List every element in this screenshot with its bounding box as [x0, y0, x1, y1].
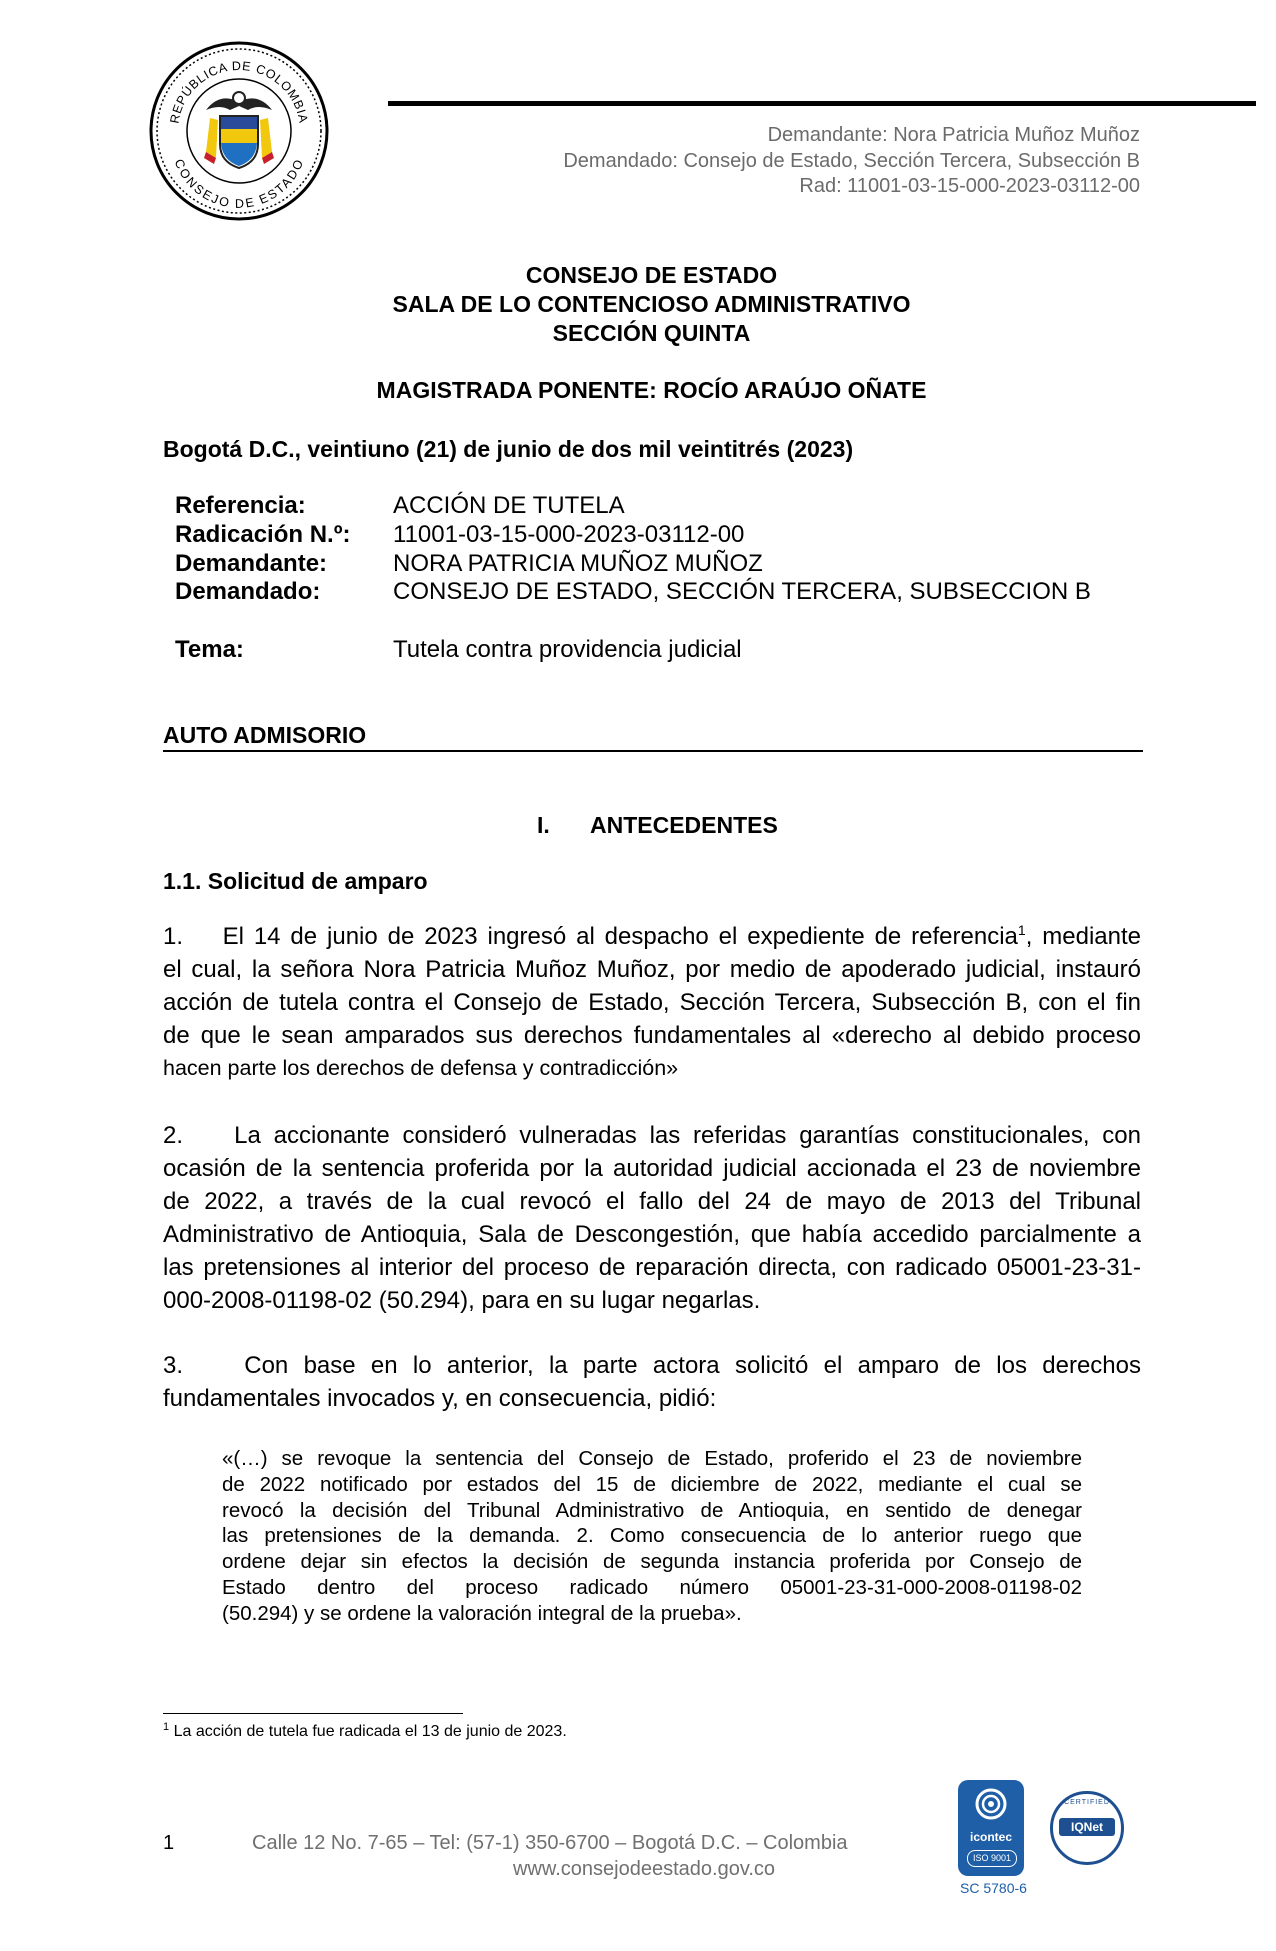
title-seccion: SECCIÓN QUINTA	[552, 320, 751, 346]
paragraph-2-line: Administrativo de Antioquia, Sala de Descongestión, que había accedido parcialmente a	[163, 1221, 1141, 1248]
demandante-label: Demandante:	[175, 550, 328, 577]
footnote-separator	[163, 1713, 463, 1714]
subsection-title: 1.1. Solicitud de amparo	[163, 868, 428, 894]
footnote-reference[interactable]: 1	[1017, 922, 1026, 938]
icontec-emblem-icon	[958, 1780, 1024, 1830]
paragraph-2-line: 2. La accionante consideró vulneradas las referidas garantías constitucionales, con	[163, 1122, 1141, 1149]
seal-top-text: REPÚBLICA DE COLOMBIA	[167, 58, 311, 125]
section-number: I.	[537, 812, 550, 838]
paragraph-2-line: 000-2008-01198-02 (50.294), para en su lugar negarlas.	[163, 1287, 761, 1314]
paragraph-1-line: 1. El 14 de junio de 2023 ingresó al despacho el expediente de referencia$^1$, mediante	[163, 922, 1141, 950]
seal-bottom-text: CONSEJO DE ESTADO	[171, 157, 307, 211]
reference-value: ACCIÓN DE TUTELA	[393, 492, 625, 519]
paragraph-1-line: acción de tutela contra el Consejo de Estado, Sección Tercera, Subsección B, con el fin	[163, 989, 1141, 1016]
reference-label: Referencia:	[175, 492, 306, 519]
paragraph-2-line: ocasión de la sentencia proferida por la autoridad judicial accionada el 23 de noviembre	[163, 1155, 1141, 1182]
iqnet-certified-text: CERTIFIED	[1064, 1799, 1110, 1806]
icontec-logo	[958, 1780, 1024, 1876]
footer-website[interactable]: www.consejodeestado.gov.co	[513, 1858, 776, 1880]
title-consejo: CONSEJO DE ESTADO	[525, 262, 778, 288]
paragraph-3	[163, 1349, 1141, 1415]
demandado-value: CONSEJO DE ESTADO, SECCIÓN TERCERA, SUBSECCION B	[393, 578, 1091, 605]
header-radicado: Rad: 11001-03-15-000-2023-03112-00	[799, 175, 1140, 197]
quote-line: ordene dejar sin efectos la decisión de segunda instancia proferida por Consejo de	[222, 1550, 1082, 1574]
icontec-label: icontec	[969, 1830, 1012, 1844]
block-quote	[222, 1446, 1082, 1627]
certification-code: SC 5780-6	[960, 1880, 1027, 1896]
paragraph-2-line: las pretensiones al interior del proceso de reparación directa, con radicado 05001-23-31-	[163, 1254, 1141, 1281]
header-demandado: Demandado: Consejo de Estado, Sección Tercera, Subsección B	[563, 150, 1140, 172]
page-number: 1	[163, 1832, 175, 1854]
footnote-text: La acción de tutela fue radicada el 13 de junio de 2023.	[173, 1723, 567, 1740]
demandante-value: NORA PATRICIA MUÑOZ MUÑOZ	[393, 550, 763, 577]
paragraph-2	[163, 1119, 1141, 1317]
header-rule	[388, 101, 1256, 106]
paragraph-1-line: hacen parte los derechos de defensa y contradicción»	[163, 1056, 679, 1080]
quote-line: las pretensiones de la demanda. 2. Como consecuencia de lo anterior ruego que	[222, 1524, 1082, 1548]
footer-address: Calle 12 No. 7-65 – Tel: (57-1) 350-6700 – Bogotá D.C. – Colombia	[252, 1832, 848, 1854]
demandado-label: Demandado:	[175, 578, 321, 605]
iqnet-label: IQNet	[1059, 1818, 1115, 1836]
iqnet-logo	[1050, 1791, 1124, 1865]
radicacion-label: Radicación N.º:	[175, 521, 351, 548]
quote-line: de 2022 notificado por estados del 15 de diciembre de 2022, mediante el cual se	[222, 1472, 1082, 1496]
iso-label: ISO 9001	[967, 1850, 1017, 1867]
radicacion-value: 11001-03-15-000-2023-03112-00	[393, 521, 745, 548]
quote-line: (50.294) y se ordene la valoración integral de la prueba».	[222, 1601, 742, 1625]
title-ponente: MAGISTRADA PONENTE: ROCÍO ARAÚJO OÑATE	[376, 377, 927, 403]
date-line: Bogotá D.C., veintiuno (21) de junio de dos mil veintitrés (2023)	[163, 436, 854, 462]
paragraph-1-line: el cual, la señora Nora Patricia Muñoz Muñoz, por medio de apoderado judicial, instauró	[163, 956, 1141, 983]
paragraph-3-line: 3. Con base en lo anterior, la parte actora solicitó el amparo de los derechos	[163, 1352, 1141, 1379]
footnote	[163, 1723, 567, 1741]
paragraph-1	[163, 920, 1141, 1085]
auto-title: AUTO ADMISORIO	[163, 722, 367, 748]
header-demandante: Demandante: Nora Patricia Muñoz Muñoz	[767, 124, 1140, 146]
quote-line: revocó la decisión del Tribunal Administrativo de Antioquia, en sentido de denegar	[222, 1498, 1082, 1522]
quote-line: «(…) se revoque la sentencia del Consejo de Estado, proferido el 23 de noviembre	[222, 1447, 1082, 1470]
section-title: ANTECEDENTES	[590, 812, 778, 838]
paragraph-3-line: fundamentales invocados y, en consecuencia, pidió:	[163, 1385, 717, 1412]
consejo-de-estado-seal-logo	[148, 40, 330, 222]
auto-title-rule	[163, 750, 1143, 752]
paragraph-1-line: de que le sean amparados sus derechos fundamentales al «derecho al debido proceso	[163, 1022, 1141, 1049]
paragraph-2-line: de 2022, a través de la cual revocó el fallo del 24 de mayo de 2013 del Tribunal	[163, 1188, 1141, 1215]
quote-line: Estado dentro del proceso radicado número 05001-23-31-000-2008-01198-02	[222, 1575, 1082, 1599]
tema-value: Tutela contra providencia judicial	[393, 636, 742, 663]
footnote-mark: 1	[163, 1721, 170, 1733]
tema-label: Tema:	[175, 636, 244, 663]
title-sala: SALA DE LO CONTENCIOSO ADMINISTRATIVO	[392, 291, 911, 317]
